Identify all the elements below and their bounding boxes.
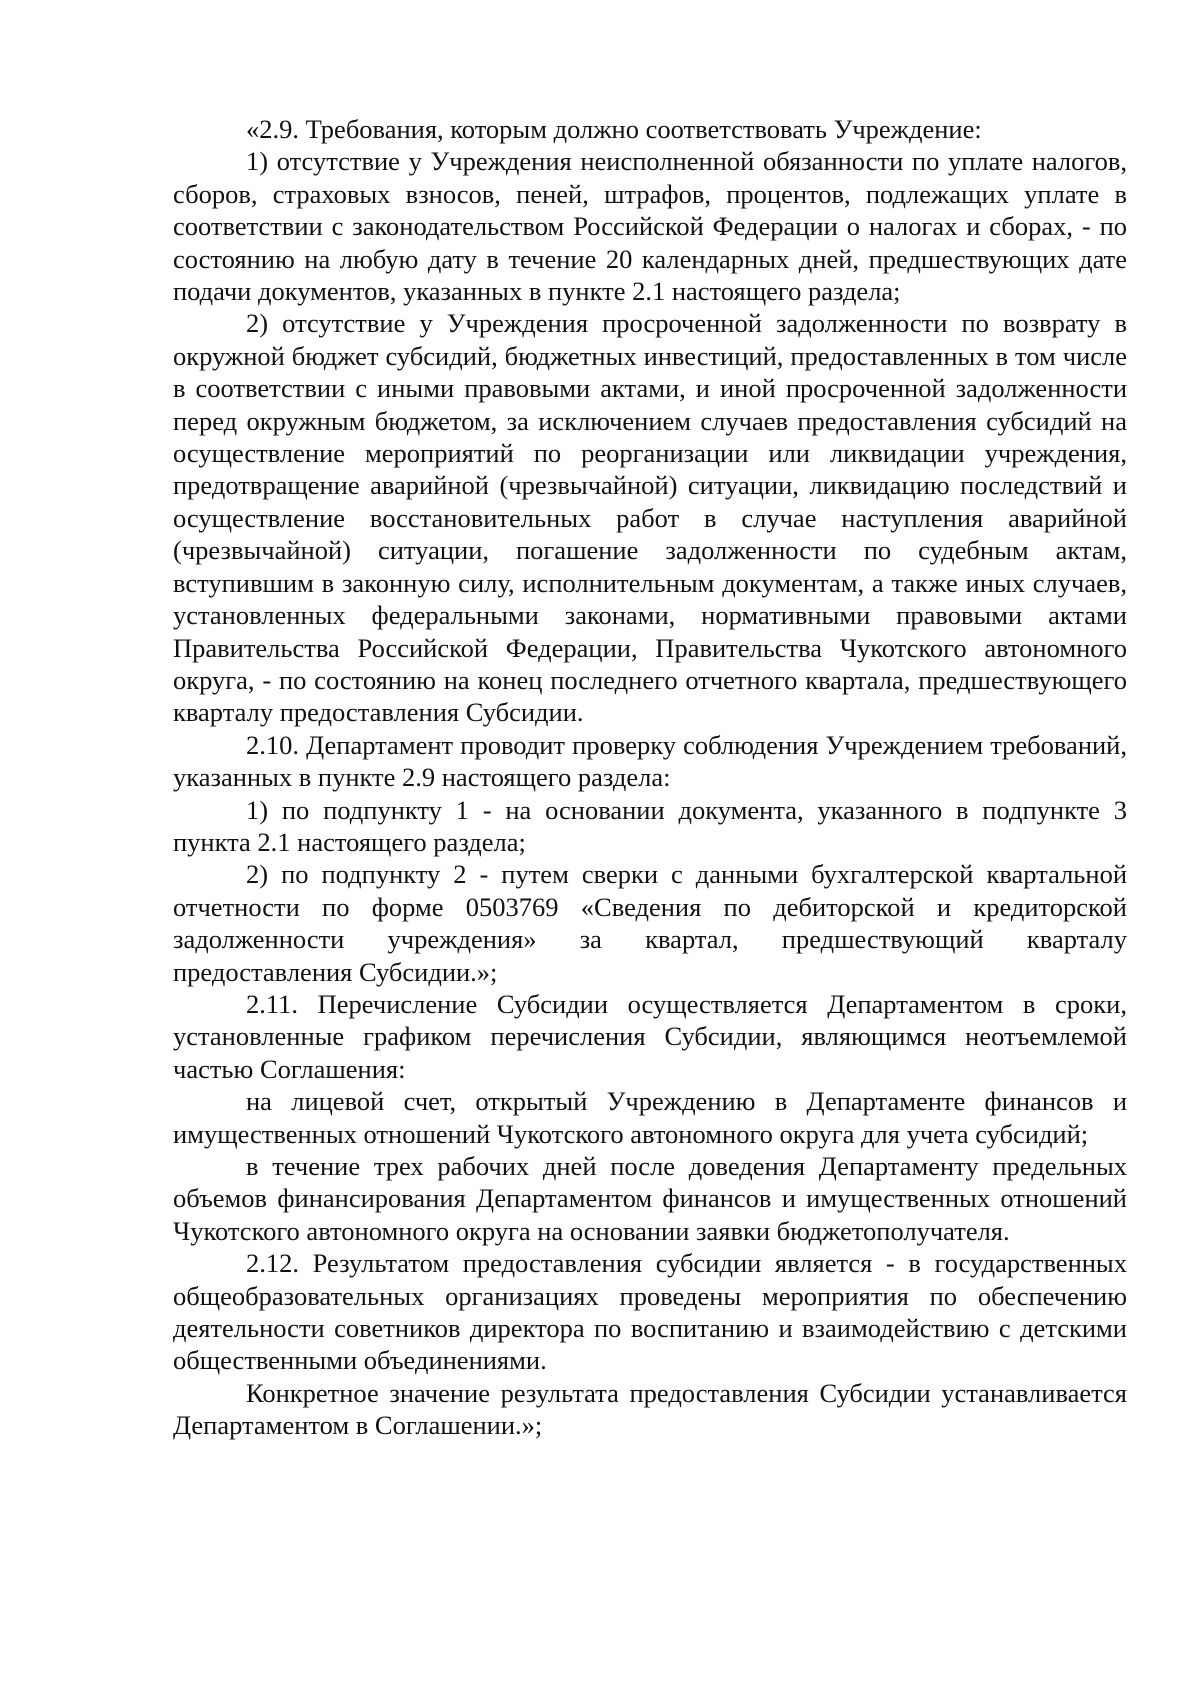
paragraph-2-11-account: на лицевой счет, открытый Учреждению в Департаменте финансов и имущественных отношений Чукотского автономного округа для учета субсидий;: [173, 1086, 1127, 1149]
paragraph-2-9-item-1: 1) отсутствие у Учреждения неисполненной обязанности по уплате налогов, сборов, страховых взносов, пеней, штрафов, процентов, подлежащих уплате в соответствии с законодательством Российской Федерации о налогах и сборах, - по состоянию на любую дату в течение 20 календарных дней, предшествующих дате подачи документов, указанных в пункте 2.1 настоящего раздела;: [173, 146, 1127, 307]
paragraph-2-12-value: Конкретное значение результата предоставления Субсидии устанавливается Департаментом в Соглашении.»;: [173, 1377, 1127, 1441]
paragraph-2-10-item-2: 2) по подпункту 2 - путем сверки с данными бухгалтерской квартальной отчетности по форме 0503769 «Сведения по дебиторской и кредиторской задолженности учреждения» за квартал, предшествующий кварталу предоставления Субсидии.»;: [173, 859, 1127, 987]
paragraph-2-12: 2.12. Результатом предоставления субсидии является - в государственных общеобразовательных организациях проведены мероприятия по обеспечению деятельности советников директора по воспитанию и взаимодействию с детскими общественными объединениями.: [173, 1248, 1127, 1376]
paragraph-2-9-item-2: 2) отсутствие у Учреждения просроченной задолженности по возврату в окружной бюджет субсидий, бюджетных инвестиций, предоставленных в том числе в соответствии с иными правовыми актами, и иной просроченной задолженности перед окружным бюджетом, за исключением случаев предоставления субсидий на осуществление мероприятий по реорганизации или ликвидации учреждения, предотвращение аварийной (чрезвычайной) ситуации, ликвидацию последствий и осуществление восстановительных работ в случае наступления аварийной (чрезвычайной) ситуации, погашение задолженности по судебным актам, вступившим в законную силу, исполнительным документам, а также иных случаев, установленных федеральными законами, нормативными правовыми актами Правительства Российской Федерации, Правительства Чукотского автономного округа, - по состоянию на конец последнего отчетного квартала, предшествующего кварталу предоставления Субсидии.: [173, 308, 1127, 728]
paragraph-2-11-timing: в течение трех рабочих дней после доведения Департаменту предельных объемов финансирования Департаментом финансов и имущественных отношений Чукотского автономного округа на основании заявки бюджетополучателя.: [173, 1151, 1127, 1246]
paragraph-2-9-heading: «2.9. Требования, которым должно соответствовать Учреждение:: [246, 114, 982, 144]
paragraph-2-11: 2.11. Перечисление Субсидии осуществляется Департаментом в сроки, установленные графиком перечисления Субсидии, являющимся неотъемлемой частью Соглашения:: [173, 988, 1127, 1084]
document-body: [173, 113, 1127, 1442]
paragraph-2-10: 2.10. Департамент проводит проверку соблюдения Учреждением требований, указанных в пункте 2.9 настоящего раздела:: [173, 729, 1127, 793]
paragraph-2-10-item-1: 1) по подпункту 1 - на основании документа, указанного в подпункте 3 пункта 2.1 настоящего раздела;: [173, 794, 1127, 857]
